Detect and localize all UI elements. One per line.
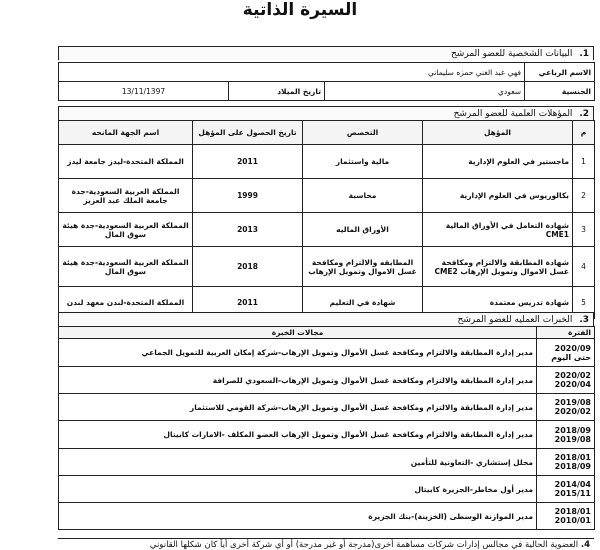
period-cell: 2018/09 2019/08 — [537, 421, 595, 449]
qual-specialty: محاسبة — [303, 179, 423, 213]
qual-date: 2013 — [193, 213, 303, 247]
section2-heading: المؤهلات العلمية للعضو المرشح — [453, 109, 573, 119]
table-row — [59, 213, 595, 247]
table-row — [59, 247, 595, 287]
section1-header — [58, 46, 594, 60]
section1-number: 1. — [579, 49, 589, 59]
qual-no: 2 — [573, 179, 595, 213]
qual-issuer: المملكة العربية السعودية-جدة جامعة الملك عبد العزيز — [59, 179, 193, 213]
section3-heading: الخبرات العمليه للعضو المرشح — [457, 315, 573, 325]
qual-no: 1 — [573, 145, 595, 179]
period-cell: 2018/01 2010/01 — [537, 503, 595, 530]
experience-table — [58, 326, 595, 530]
table-row — [59, 421, 595, 449]
qual-date: 2011 — [193, 287, 303, 319]
period-cell: 2019/08 2020/02 — [537, 394, 595, 421]
personal-info-table — [58, 62, 595, 101]
qual-issuer: المملكة العربية السعودية-جدة هيئة سوق المال — [59, 213, 193, 247]
nationality-value: سعودي — [325, 82, 525, 101]
table-row — [59, 449, 595, 476]
table-row — [59, 179, 595, 213]
qual-date: 1999 — [193, 179, 303, 213]
qual-name: بكالوريوس في العلوم الإدارية — [423, 179, 573, 213]
qual-name: ماجستير في العلوم الإدارية — [423, 145, 573, 179]
period-cell: 2020/09 حتى اليوم — [537, 339, 595, 367]
experience-desc: مدير الموازنة الوسطى (الخزينة)-بنك الجزيرة — [59, 503, 537, 530]
section4-text: العضوية الحالية في مجالس إدارات شركات مساهمة أخرى(مدرجة أو غير مدرجة) أو أي شركة أخرى أياً كان شكلها القانوني — [149, 540, 579, 550]
qualifications-table — [58, 120, 595, 319]
section2-header — [58, 106, 594, 120]
table-row — [59, 367, 595, 394]
experience-desc: مدير إدارة المطابقة والالتزام ومكافحة غسل الأموال وتمويل الإرهاب-شركة إمكان العربية للتمويل الجماعي — [59, 339, 537, 367]
experience-desc: مدير إدارة المطابقة والالتزام ومكافحة غسل الأموال وتمويل الإرهاب-السعودي للصرافة — [59, 367, 537, 394]
qual-header-date: تاريخ الحصول على المؤهل — [193, 121, 303, 145]
qual-name: شهادة تدريس معتمدة — [423, 287, 573, 319]
experience-desc: مدير أول مخاطر-الجزيرة كابيتال — [59, 476, 537, 503]
qual-specialty: شهادة في التعليم — [303, 287, 423, 319]
qual-name: شهادة التعامل في الأوراق المالية CME1 — [423, 213, 573, 247]
experience-desc: محلل إستشاري -التعاونية للتأمين — [59, 449, 537, 476]
qual-date: 2018 — [193, 247, 303, 287]
field-header: مجالات الخبرة — [59, 327, 537, 339]
qual-date: 2011 — [193, 145, 303, 179]
section4-number: 4. — [580, 540, 590, 550]
dob-label: تاريخ الميلاد — [229, 82, 325, 101]
qual-no: 4 — [573, 247, 595, 287]
qual-no: 3 — [573, 213, 595, 247]
table-row — [59, 503, 595, 530]
qual-issuer: المملكة العربية السعودية-جدة هيئة سوق المال — [59, 247, 193, 287]
section3-number: 3. — [579, 315, 589, 325]
table-row — [59, 394, 595, 421]
qual-header-no: م — [573, 121, 595, 145]
period-header: الفترة — [537, 327, 595, 339]
qual-specialty: المطابقه والالتزام ومكافحة غسل الاموال وتمويل الإرهاب — [303, 247, 423, 287]
name-value: فهي عبد الغني حمزه سليماني — [59, 63, 525, 82]
qual-name: شهادة المطابقة والالتزام ومكافحة غسل الاموال وتمويل الإرهاب CME2 — [423, 247, 573, 287]
qual-issuer: المملكة المتحدة-لندن معهد لندن — [59, 287, 193, 319]
qual-specialty: مالية واستثمار — [303, 145, 423, 179]
section2-number: 2. — [579, 109, 589, 119]
document-title: السيرة الذاتية — [242, 0, 358, 20]
experience-desc: مدير إدارة المطابقة والالتزام ومكافحة غسل الأموال وتمويل الإرهاب العضو المكلف -الامارات كابيتال — [59, 421, 537, 449]
table-row — [59, 145, 595, 179]
table-row — [59, 476, 595, 503]
qual-issuer: المملكة المتحدة-ليدز جامعة ليدز — [59, 145, 193, 179]
period-cell: 2014/04 2015/11 — [537, 476, 595, 503]
qual-no: 5 — [573, 287, 595, 319]
qual-header-issuer: اسم الجهة المانحه — [59, 121, 193, 145]
qual-header-specialty: التخصص — [303, 121, 423, 145]
section4-header — [58, 538, 594, 550]
section3-header — [58, 312, 594, 326]
name-label: الاسم الرباعي — [525, 63, 595, 82]
qual-header-qualification: المؤهل — [423, 121, 573, 145]
qual-specialty: الأوراق الماليه — [303, 213, 423, 247]
nationality-label: الجنسية — [525, 82, 595, 101]
table-row — [59, 339, 595, 367]
section1-heading: البيانات الشخصية للعضو المرشح — [451, 49, 573, 59]
period-cell: 2020/02 2020/04 — [537, 367, 595, 394]
period-cell: 2018/01 2018/09 — [537, 449, 595, 476]
dob-value: 13/11/1397 — [59, 82, 229, 101]
experience-desc: مدير إدارة المطابقة والالتزام ومكافحة غسل الأموال وتمويل الإرهاب-شركة القومي للاستثمار — [59, 394, 537, 421]
